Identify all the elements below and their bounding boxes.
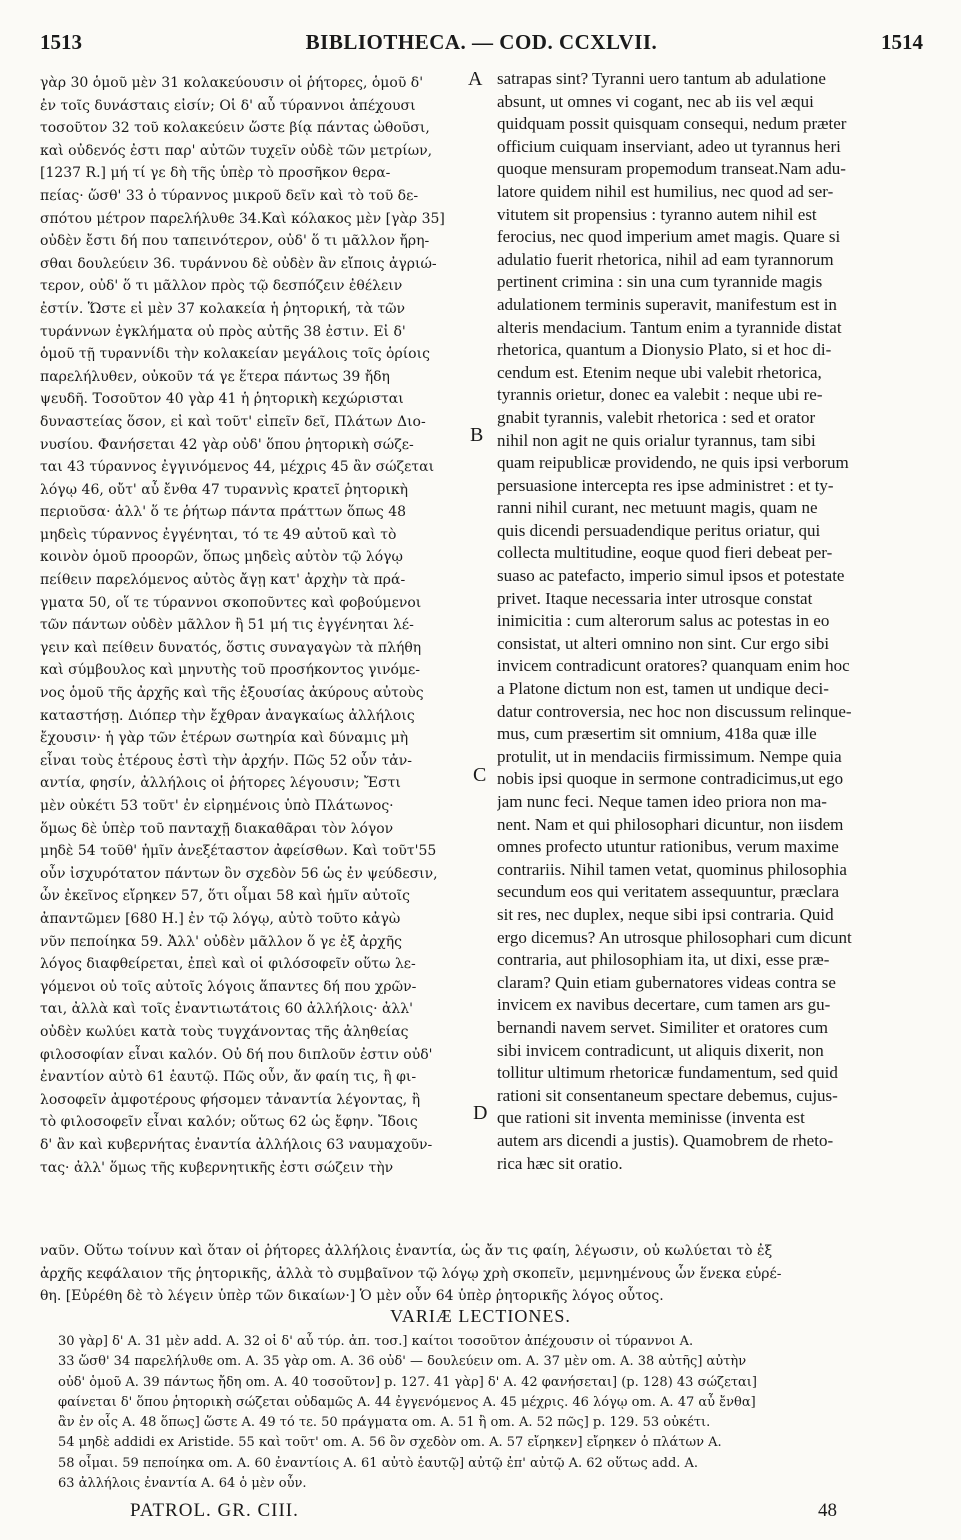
full-width-text-line: θη. [Εὑρέθη δὲ τὸ λέγειν ὑπὲρ τῶν δικαίων·] Ὁ μὲν οὖν 64 ὑπὲρ ῥητορικῆς λόγος οὗτος.: [40, 1288, 664, 1304]
greek-text-line: τας· ἀλλ' ὅμως τῆς κυβερνητικῆς ἐστι σώζειν τὴν: [40, 1159, 394, 1176]
greek-text-line: κοινὸν ὁμοῦ προορῶν, ὅπως μηδεὶς αὐτὸν τῷ λόγῳ: [40, 549, 403, 566]
greek-text-line: ται, ἀλλὰ καὶ τοῖς ἐναντιωτάτοις 60 ἀλλήλοις· ἀλλ': [40, 1001, 414, 1018]
latin-text-line: a Platone dictum non est, tamen ut undique deci-: [497, 679, 829, 699]
greek-text-line: ἐναντίον αὐτὸ 61 ἑαυτῷ. Πῶς οὖν, ἄν φαίη τις, ἢ φι-: [40, 1069, 417, 1086]
latin-text-line: rica hæc sit oratio.: [497, 1153, 623, 1173]
greek-text-line: τὸ φιλοσοφεῖν εἶναι καλόν; οὕτως 62 ὡς ἔφην. Ἴδοις: [40, 1114, 418, 1131]
latin-text-line: protulit, ut in mendaciis firmissimum. Nempe quia: [497, 746, 842, 766]
section-marker-c: C: [473, 764, 487, 786]
page-title: BIBLIOTHECA. — COD. CCXLVII.: [305, 30, 658, 54]
footer-sheet-number: 48: [818, 1500, 837, 1521]
greek-text-line: τυράννων ἐγκλήματα οὐ πρὸς αὐτῆς 38 ἐστιν. Εἰ δ': [40, 323, 406, 340]
greek-text-line: λόγος διαφθείρεται, ἐπεὶ καὶ οἱ φιλόσοφεῖν οὕτω λε-: [40, 956, 416, 973]
latin-text-line: autem ars dicendi a justis). Quamobrem de rheto-: [497, 1130, 834, 1150]
greek-text-line: μηδὲ 54 τοῦθ' ἡμῖν ἀνεξέταστον ἀφείσθων. Καὶ τοῦτ'55: [40, 843, 437, 860]
latin-text-line: nent. Nam et qui philosophari dicuntur, non iisdem: [497, 814, 844, 834]
latin-text-line: satrapas sint? Tyranni uero tantum ab adulatione: [497, 69, 826, 88]
latin-text-line: collecta multitudine, eoque quod fieri debeat per-: [497, 543, 833, 563]
latin-text-line: vitutem sit propensius : tyranno autem nihil est: [497, 204, 817, 224]
latin-text-line: ferocius, nec quod imperium amet magis. Quare si: [497, 227, 841, 247]
latin-text-line: quoque mensuram propemodum transeat.Nam adu-: [497, 159, 846, 179]
variae-lectiones-title: VARIÆ LECTIONES.: [390, 1306, 571, 1326]
greek-text-line: πείθειν παρελόμενος αὐτὸς ἄγῃ κατ' ἀρχὴν τὰ πρά-: [40, 572, 406, 589]
latin-text-line: mus, cum præsertim sit omnium, 418a quæ ille: [497, 724, 817, 744]
greek-text-line: καταστήσῃ. Διόπερ τὴν ἔχθραν ἀναγκαίως ἀλλήλοις: [40, 707, 415, 724]
latin-text-line: sit res, nec duplex, neque sibi ipsi contraria. Quid: [497, 904, 834, 924]
greek-text-line: ἐν τοῖς δυνάσταις εἰσίν; Οἱ δ' αὖ τύραννοι ἀπέχουσι: [40, 97, 416, 114]
greek-text-column: [40, 72, 465, 1179]
greek-text-line: νῦν πεποίηκα 59. Ἀλλ' οὐδὲν μᾶλλον ὅ γε ἐξ ἀρχῆς: [40, 933, 403, 950]
greek-text-line: ἔχουσιν· ἡ γὰρ τῶν ἑτέρων σωτηρία καὶ δύναμις μὴ: [40, 730, 409, 747]
greek-text-line: αντία, φησίν, ἀλλήλοις οἱ ῥήτορες λέγουσιν; Ἔστι: [40, 775, 401, 792]
section-marker-a: A: [468, 68, 483, 90]
latin-text-line: cendum est. Etenim neque ubi valebit rhetorica,: [497, 362, 822, 382]
variant-reading-line: 63 ἀλλήλοις ἐναντία A. 64 ὁ μὲν οὖν.: [58, 1476, 307, 1492]
greek-text-line: ται 43 τύραννος ἐγγινόμενος 44, μέχρις 45 ἂν σώζεται: [40, 459, 435, 476]
latin-text-line: latore quidem nihil est humilius, nec quod ad ser-: [497, 181, 834, 201]
latin-text-line: quis dicendi persuadendique peritus oriatur, qui: [497, 520, 821, 540]
latin-text-line: inimicitia : cum alterorum salus ac potestas in eo: [497, 611, 830, 631]
greek-text-line: σπότου μέτρον παρελήλυθε 34.Καὶ κόλακος μὲν [γὰρ 35]: [40, 210, 445, 227]
full-width-text-line: ναῦν. Οὕτω τοίνυν καὶ ὅταν οἱ ῥήτορες ἀλλήλοις ἐναντία, ὡς ἄν τις φαίη, λέγωσιν, οὐ κωλύεται τὸ ἐξ: [40, 1243, 773, 1259]
latin-text-line: persuasione intercepta res ipse administret : et ty-: [497, 475, 834, 495]
latin-text-line: absunt, ut omnes vi cogant, nec ab iis vel æqui: [497, 91, 814, 111]
greek-text-line: νυσίου. Φανήσεται 42 γὰρ οὐδ' ὅπου ῥητορικὴ σώζε-: [40, 436, 414, 453]
greek-text-line: εἶναι τοὺς ἑτέρους ἐστὶ τὴν ἀρχήν. Πῶς 52 οὖν τἀν-: [40, 752, 412, 769]
latin-text-line: contraria, aut philosophiam ita, ut dixi, esse præ-: [497, 950, 830, 970]
full-width-text-line: ἀρχῆς κεφάλαιον τῆς ῥητορικῆς, ἀλλὰ τὸ συμβαῖνον τῷ λόγῳ χρὴ σκοπεῖν, μεμνημένους ὧν ἕνεκα εὑρέ-: [40, 1265, 782, 1282]
latin-text-line: bernandi navem servet. Similiter et oratores cum: [497, 1017, 828, 1037]
greek-text-line: οὐδὲν ἔστι δή που ταπεινότερον, οὐδ' ὅ τι μᾶλλον ἤρη-: [40, 233, 430, 250]
greek-text-line: γειν καὶ πείθειν δυνατός, ὅστις συναγαγὼν τὰ πλήθη: [40, 639, 422, 656]
greek-text-line: τοσοῦτον 32 τοῦ κολακεύειν ὥστε βίᾳ πάντας ὠθοῦσι,: [40, 120, 430, 137]
latin-text-line: sibi invicem contradicunt, ut aliquis dixerit, non: [497, 1040, 824, 1060]
greek-text-line: ἀπαντῶμεν [680 H.] ἐν τῷ λόγῳ, αὐτὸ τοῦτο κἀγὼ: [40, 910, 401, 927]
greek-text-line: καὶ σύμβουλος καὶ μηνυτὴς τοῦ προσήκοντος γινόμε-: [40, 662, 420, 679]
greek-text-line: μηδεὶς τύραννος ἐγγένηται, τό τε 49 αὐτοῦ καὶ τὸ: [40, 526, 397, 543]
greek-text-line: μὲν οὐκέτι 53 τοῦτ' ἐν εἰρημένοις ὑπὸ Πλάτωνος·: [40, 798, 394, 814]
greek-text-line: πείας· ὥσθ' 33 ὁ τύραννος μικροῦ δεῖν καὶ τὸ τοῦ δε-: [40, 187, 419, 204]
greek-text-line: παρελήλυθεν, οὐκοῦν τά γε ἕτερα πάντως 39 ἤδη: [40, 368, 390, 385]
greek-text-line: γόμενοι οὐ τοῖς αὐτοῖς λόγοις ἅπαντες δή που χρῶν-: [40, 978, 417, 995]
latin-text-line: suaso ac patefacto, imperio simul ipsos et potestate: [497, 566, 845, 586]
variant-reading-line: 58 οἶμαι. 59 πεποίηκα om. A. 60 ἐναντίοις A. 61 αὐτὸ ἑαυτῷ] αὐτῷ ἐπ' αὐτῷ A. 62 οὕτως add. A.: [58, 1455, 699, 1471]
latin-text-line: officium cuiquam inserviant, adeo ut tyrannus heri: [497, 136, 841, 156]
latin-text-line: rationi sit consentaneum spectare debemus, cujus-: [497, 1085, 838, 1105]
greek-text-line: φιλοσοφίαν εἶναι καλόν. Οὐ δή που διπλοῦν ἐστιν οὐδ': [40, 1046, 433, 1063]
latin-text-line: ergo dicemus? An utrosque philosophari cum dicunt: [497, 927, 852, 947]
latin-text-line: claram? Quin etiam gubernatores videas contra se: [497, 972, 836, 992]
latin-text-line: invicem contradicunt oratores? quanquam enim hoc: [497, 656, 850, 676]
greek-text-line: ὧν ἐκεῖνος εἴρηκεν 57, ὅτι οἶμαι 58 καὶ ἡμῖν αὐτοῖς: [40, 888, 410, 905]
greek-text-line: οὖν ἰσχυρότατον πάντων ὂν σχεδὸν 56 ὡς ἐν ψεύδεσιν,: [40, 865, 438, 882]
variant-reading-line: φαίνεται δ' ὅπου ῥητορικὴ σώζεται οὐδαμῶς A. 44 ἐγγενόμενος A. 45 μέχρις. 46 λόγῳ om. A. 47 αὖ ἔνθα]: [58, 1394, 756, 1410]
greek-text-line: καὶ οὐδενός ἐστι παρ' αὐτῶν τυχεῖν οὐδὲ τῶν μετρίων,: [40, 142, 433, 159]
latin-text-line: ranni nihil curant, nec metuunt magis, quam ne: [497, 498, 818, 518]
latin-text-column: [497, 68, 923, 1175]
greek-text-line: ὅμως δὲ ὑπὲρ τοῦ πανταχῇ διακαθᾶραι τὸν λόγον: [40, 820, 394, 837]
latin-text-line: nihil non agit ne quis orialur tyrannus, tam sibi: [497, 430, 816, 450]
latin-text-line: quidquam possit quisquam consequi, nedum præter: [497, 114, 847, 134]
page-header: [40, 30, 923, 62]
greek-text-line: δ' ἂν καὶ κυβερνήτας ἐναντία ἀλλήλοις 63 ναυμαχοῦν-: [40, 1136, 433, 1153]
latin-text-line: gnabit tyrannis, valebit rhetorica : sed et orator: [497, 407, 816, 427]
section-marker-d: D: [473, 1102, 488, 1124]
greek-text-line: γὰρ 30 ὁμοῦ μὲν 31 κολακεύουσιν οἱ ῥήτορες, ὁμοῦ δ': [40, 75, 424, 91]
variant-reading-line: ἂν ἐν οἷς A. 48 ὅπως] ὥστε A. 49 τό τε. 50 πράγματα om. A. 51 ἢ om. A. 52 πῶς] p. 129. 53 οὐκέτι.: [58, 1415, 711, 1431]
greek-text-line: τῶν πάντων οὐδὲν μᾶλλον ἢ 51 μή τις ἐγγένηται λέ-: [40, 617, 414, 634]
variae-lectiones: [58, 1332, 923, 1494]
greek-text-line: ἐστίν. Ὥστε εἰ μὲν 37 κολακεία ἡ ῥητορική, τὰ τῶν: [40, 300, 406, 317]
greek-text-line: νος ὁμοῦ τῆς ἀρχῆς καὶ τῆς ἐξουσίας ἀκύρους αὐτοὺς: [40, 685, 424, 702]
latin-text-line: alteris mendacium. Tantum enim a tyrannide distat: [497, 317, 842, 337]
latin-text-line: privet. Itaque necessaria inter utrosque constat: [497, 588, 813, 608]
page-number-left: 1513: [40, 30, 82, 54]
variant-reading-line: οὐδ' ὁμοῦ A. 39 πάντως ἤδη om. A. 40 τοσοῦτον] p. 127. 41 γὰρ] δ' A. 42 φανήσεται] (p. 128) 43 σώζεται]: [58, 1374, 757, 1390]
page-number-right: 1514: [881, 30, 923, 54]
latin-text-line: rhetorica, quantum a Dionysio Plato, si et hoc di-: [497, 340, 832, 360]
greek-text-line: λοσοφεῖν ἀμφοτέρους φήσομεν τἀναντία λέγοντας, ἢ: [40, 1091, 421, 1108]
latin-text-line: invicem ex navibus decertare, cum tamen ars gu-: [497, 995, 831, 1015]
greek-text-line: γματα 50, οἵ τε τύραννοι σκοποῦντες καὶ φοβούμενοι: [40, 594, 422, 611]
latin-text-line: omnes profecto utuntur rationibus, verum maxime: [497, 837, 839, 857]
greek-text-line: [1237 R.] μή τί γε δὴ τῆς ὑπὲρ τὸ προσῆκον θερα-: [40, 165, 391, 182]
greek-text-line: λόγῳ 46, οὔτ' αὖ ἔνθα 47 τυραννὶς κρατεῖ ῥητορικὴ: [40, 481, 409, 498]
latin-text-line: tollitur ultimum rhetoricæ fundamentum, sed quid: [497, 1063, 838, 1083]
latin-text-line: nobis ipsi quoque in sermone contradicimus,ut ego: [497, 769, 844, 789]
footer-source: PATROL. GR. CIII.: [130, 1500, 299, 1521]
greek-text-line: ψευδῆ. Τοσοῦτον 40 γὰρ 41 ἡ ῥητορικὴ κεχώρισται: [40, 391, 404, 408]
greek-text-line: τερον, οὐδ' ὅ τι μᾶλλον πρὸς τῷ δεσπόζειν ἐθέλειν: [40, 278, 403, 295]
latin-text-line: jam nunc feci. Neque tamen ideo priora non ma-: [497, 792, 827, 811]
variant-reading-line: 54 μηδὲ addidi ex Aristide. 55 καὶ τοῦτ' om. A. 56 ὂν σχεδὸν om. A. 57 εἴρηκεν] εἴρηκεν ὁ πλάτων A.: [58, 1435, 722, 1451]
greek-text-line: δυναστείας ὅσον, εἰ καὶ τοῦτ' εἰπεῖν δεῖ, Πλάτων Διο-: [40, 413, 426, 430]
latin-text-line: adulatio fuerit rhetorica, nihil ad eam tyrannorum: [497, 249, 834, 269]
variant-reading-line: 33 ὥσθ' 34 παρελήλυθε om. A. 35 γὰρ om. A. 36 οὐδ' — δουλεύειν om. A. 37 μὲν om. A. 38 αὐτῆς] αὐτὴν: [58, 1354, 747, 1370]
variant-reading-line: 30 γὰρ] δ' A. 31 μὲν add. A. 32 οἱ δ' αὖ τύρ. ἀπ. τοσ.] καίτοι τοσοῦτον ἀπέχουσιν οἱ τύραννοι A.: [58, 1334, 694, 1349]
latin-text-line: que rationi sit inventa meminisse (inventa est: [497, 1108, 805, 1128]
full-width-text: [40, 1240, 923, 1308]
latin-text-line: secundum eos qui veritatem assequuntur, præclara: [497, 882, 840, 902]
greek-text-line: σθαι δουλεύειν 36. τυράννου δὲ οὐδὲν ἂν εἴποις ἀγριώ-: [40, 255, 437, 272]
greek-text-line: ὁμοῦ τῇ τυραννίδι τὴν κολακείαν μεγάλοις τοῖς ὁρίοις: [40, 346, 430, 363]
latin-text-line: quam reipublicæ providendo, ne quis ipsi verborum: [497, 453, 849, 473]
section-marker-b: B: [470, 424, 484, 446]
latin-text-line: datur controversia, nec hoc non discussum relinque-: [497, 701, 852, 721]
latin-text-line: contrariis. Nihil tamen vetat, quominus philosophia: [497, 859, 847, 879]
latin-text-line: pertinent crimina : sin una cum tyrannide magis: [497, 272, 823, 292]
greek-text-line: περιοῦσα· ἀλλ' ὅ τε ῥήτωρ πάντα πράττων ὅπως 48: [40, 504, 407, 521]
latin-text-line: consistat, ut alteri omnino non sint. Cur ergo sibi: [497, 633, 830, 653]
latin-text-line: adulationem terminis superavit, manifestum est in: [497, 294, 837, 314]
greek-text-line: οὐδὲν κωλύει κατὰ τοὺς τυγχάνοντας τῆς ἀληθείας: [40, 1023, 409, 1040]
latin-text-line: tyrannis orietur, donec ea valebit : neque ubi re-: [497, 385, 823, 405]
